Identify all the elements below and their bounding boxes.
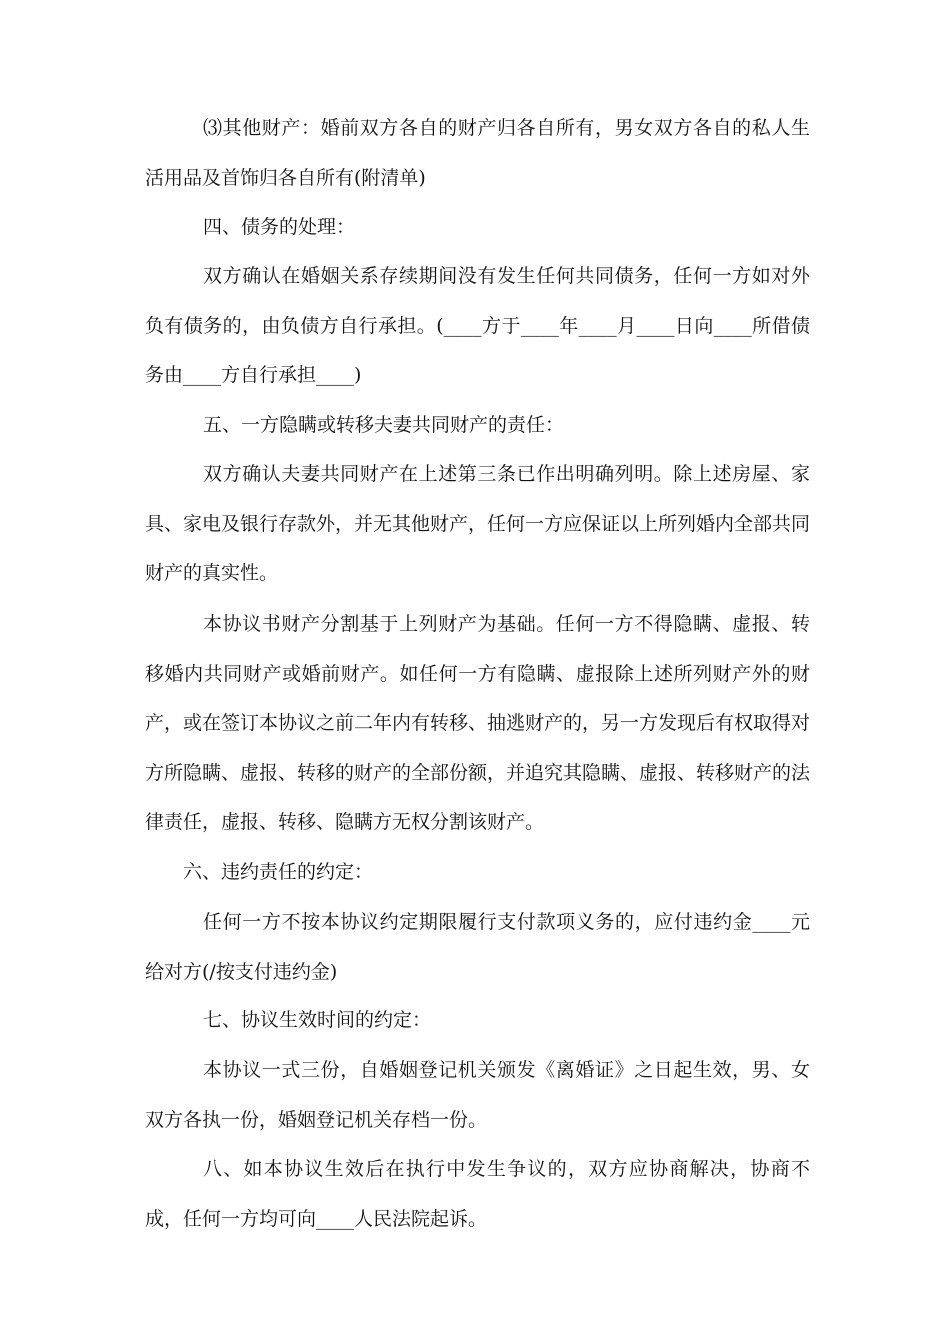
paragraph-debt-confirmation: 双方确认在婚姻关系存续期间没有发生任何共同债务，任何一方如对外负有债务的，由负债方自行承担。(____方于____年____月____日向____所借债务由____方自行承担____) xyxy=(145,265,810,386)
heading-effective-time: 七、协议生效时间的约定： xyxy=(203,1009,432,1031)
heading-breach-liability: 六、违约责任的约定： xyxy=(183,861,374,883)
paragraph-copies-effective: 本协议一式三份，自婚姻登记机关颁发《离婚证》之日起生效，男、女双方各执一份，婚姻登记机关存档一份。 xyxy=(145,1059,810,1131)
paragraph-penalty: 任何一方不按本协议约定期限履行支付款项义务的，应付违约金____元给对方(/按支付违约金) xyxy=(145,911,810,983)
paragraph-other-property: ⑶其他财产：婚前双方各自的财产归各自所有，男女双方各自的私人生活用品及首饰归各自所有(附清单) xyxy=(145,117,810,189)
heading-debt-handling: 四、债务的处理： xyxy=(203,216,356,238)
heading-concealment-liability: 五、一方隐瞒或转移夫妻共同财产的责任： xyxy=(203,414,565,436)
paragraph-joint-property-listed: 双方确认夫妻共同财产在上述第三条已作出明确列明。除上述房屋、家具、家电及银行存款外，并无其他财产，任何一方应保证以上所列婚内全部共同财产的真实性。 xyxy=(145,463,811,584)
paragraph-property-division-basis: 本协议书财产分割基于上列财产为基础。任何一方不得隐瞒、虚报、转移婚内共同财产或婚前财产。如任何一方有隐瞒、虚报除上述所列财产外的财产，或在签订本协议之前二年内有转移、抽逃财产的，另一方发现后有权取得对方所隐瞒、虚报、转移的财产的全部份额，并追究其隐瞒、虚报、转移财产的法律责任，虚报、转移、隐瞒方无权分割该财产。 xyxy=(145,613,811,833)
paragraph-dispute-resolution: 八、如本协议生效后在执行中发生争议的，双方应协商解决，协商不成，任何一方均可向____人民法院起诉。 xyxy=(145,1158,810,1230)
